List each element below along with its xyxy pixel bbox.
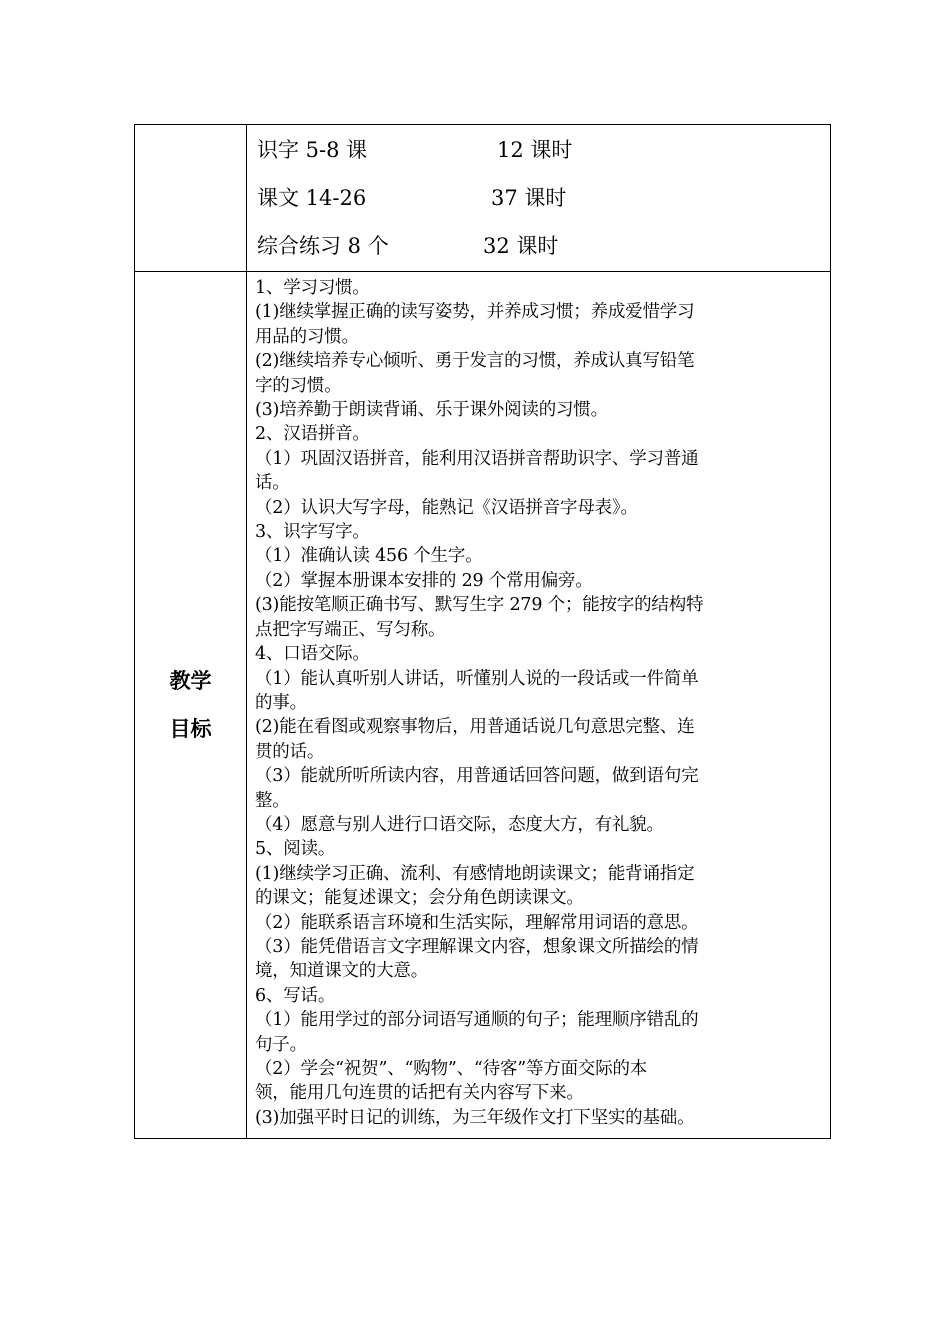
goal-line: 句子。 [255,1034,307,1055]
goal-line: 整。 [255,790,290,811]
section-label-line: 目标 [169,716,212,742]
hours-item-name: 识字 5-8 课 [257,138,368,162]
goals-list [255,276,822,1130]
goal-line: 的事。 [255,692,307,713]
goal-line: （3）能就所听所读内容，用普通话回答问题，做到语句完 [255,766,699,787]
goal-line: (3)能按笔顺正确书写、默写生字 279 个；能按字的结构特 [255,595,704,616]
goal-line: （2）掌握本册课本安排的 29 个常用偏旁。 [255,570,593,591]
goal-line: 字的习惯。 [255,375,342,396]
goal-line: (1)继续学习正确、流利、有感情地朗读课文；能背诵指定 [255,863,695,884]
goal-line: （2）能联系语言环境和生活实际，理解常用词语的意思。 [255,912,699,933]
empty-label-cell [135,125,247,272]
goal-line: 用品的习惯。 [255,326,359,347]
hours-item-count: 37 课时 [491,186,567,210]
goal-line: （1）巩固汉语拼音，能利用汉语拼音帮助识字、学习普通 [255,448,699,469]
goal-line: 6、写话。 [255,985,336,1006]
hours-item-count: 32 课时 [483,234,559,258]
goal-line: （1）能用学过的部分词语写通顺的句子；能理顺序错乱的 [255,1010,699,1031]
goal-line: 2、汉语拼音。 [255,424,370,445]
goal-line: 5、阅读。 [255,839,336,860]
goal-line: (3)加强平时日记的训练，为三年级作文打下坚实的基础。 [255,1107,695,1128]
goal-line: （1）能认真听别人讲话，听懂别人说的一段话或一件简单 [255,668,699,689]
goal-line: (2)继续培养专心倾听、勇于发言的习惯，养成认真写铅笔 [255,351,695,372]
hours-line [257,233,830,269]
section-label-line: 教学 [169,668,212,694]
goal-line: （1）准确认读 456 个生字。 [255,546,483,567]
hours-item-count: 12 课时 [497,138,573,162]
goal-line: 1、学习习惯。 [255,278,370,298]
goal-line: 4、口语交际。 [255,644,370,665]
goal-line: （2）学会“祝贺”、“购物”、“待客”等方面交际的本 [255,1059,648,1079]
class-hours-cell [247,125,831,272]
goal-line: (3)培养勤于朗读背诵、乐于课外阅读的习惯。 [255,400,608,421]
goal-line: (1)继续掌握正确的读写姿势，并养成习惯；养成爱惜学习 [255,302,695,323]
lesson-plan-table [134,124,831,1139]
goal-line: 领，能用几句连贯的话把有关内容写下来。 [255,1083,584,1104]
goal-line: （2）认识大写字母，能熟记《汉语拼音字母表》。 [255,497,638,518]
teaching-goals-row [135,272,831,1139]
teaching-goals-label-cell [135,272,247,1139]
hours-line [257,137,830,173]
goal-line: 话。 [255,473,290,494]
goal-line: （3）能凭借语言文字理解课文内容，想象课文所描绘的情 [255,936,699,957]
hours-item-name: 综合练习 8 个 [257,234,389,258]
goal-line: 的课文；能复述课文；会分角色朗读课文。 [255,888,584,909]
goal-line: 贯的话。 [255,741,325,762]
goal-line: 3、识字写字。 [255,522,370,543]
goal-line: 境，知道课文的大意。 [255,961,428,982]
class-hours-row [135,125,831,272]
goal-line: (2)能在看图或观察事物后，用普通话说几句意思完整、连 [255,717,695,738]
goal-line: （4）愿意与别人进行口语交际，态度大方，有礼貌。 [255,814,664,835]
teaching-goals-cell [247,272,831,1139]
goal-line: 点把字写端正、写匀称。 [255,619,446,640]
hours-line [257,185,830,221]
hours-item-name: 课文 14-26 [257,186,367,210]
